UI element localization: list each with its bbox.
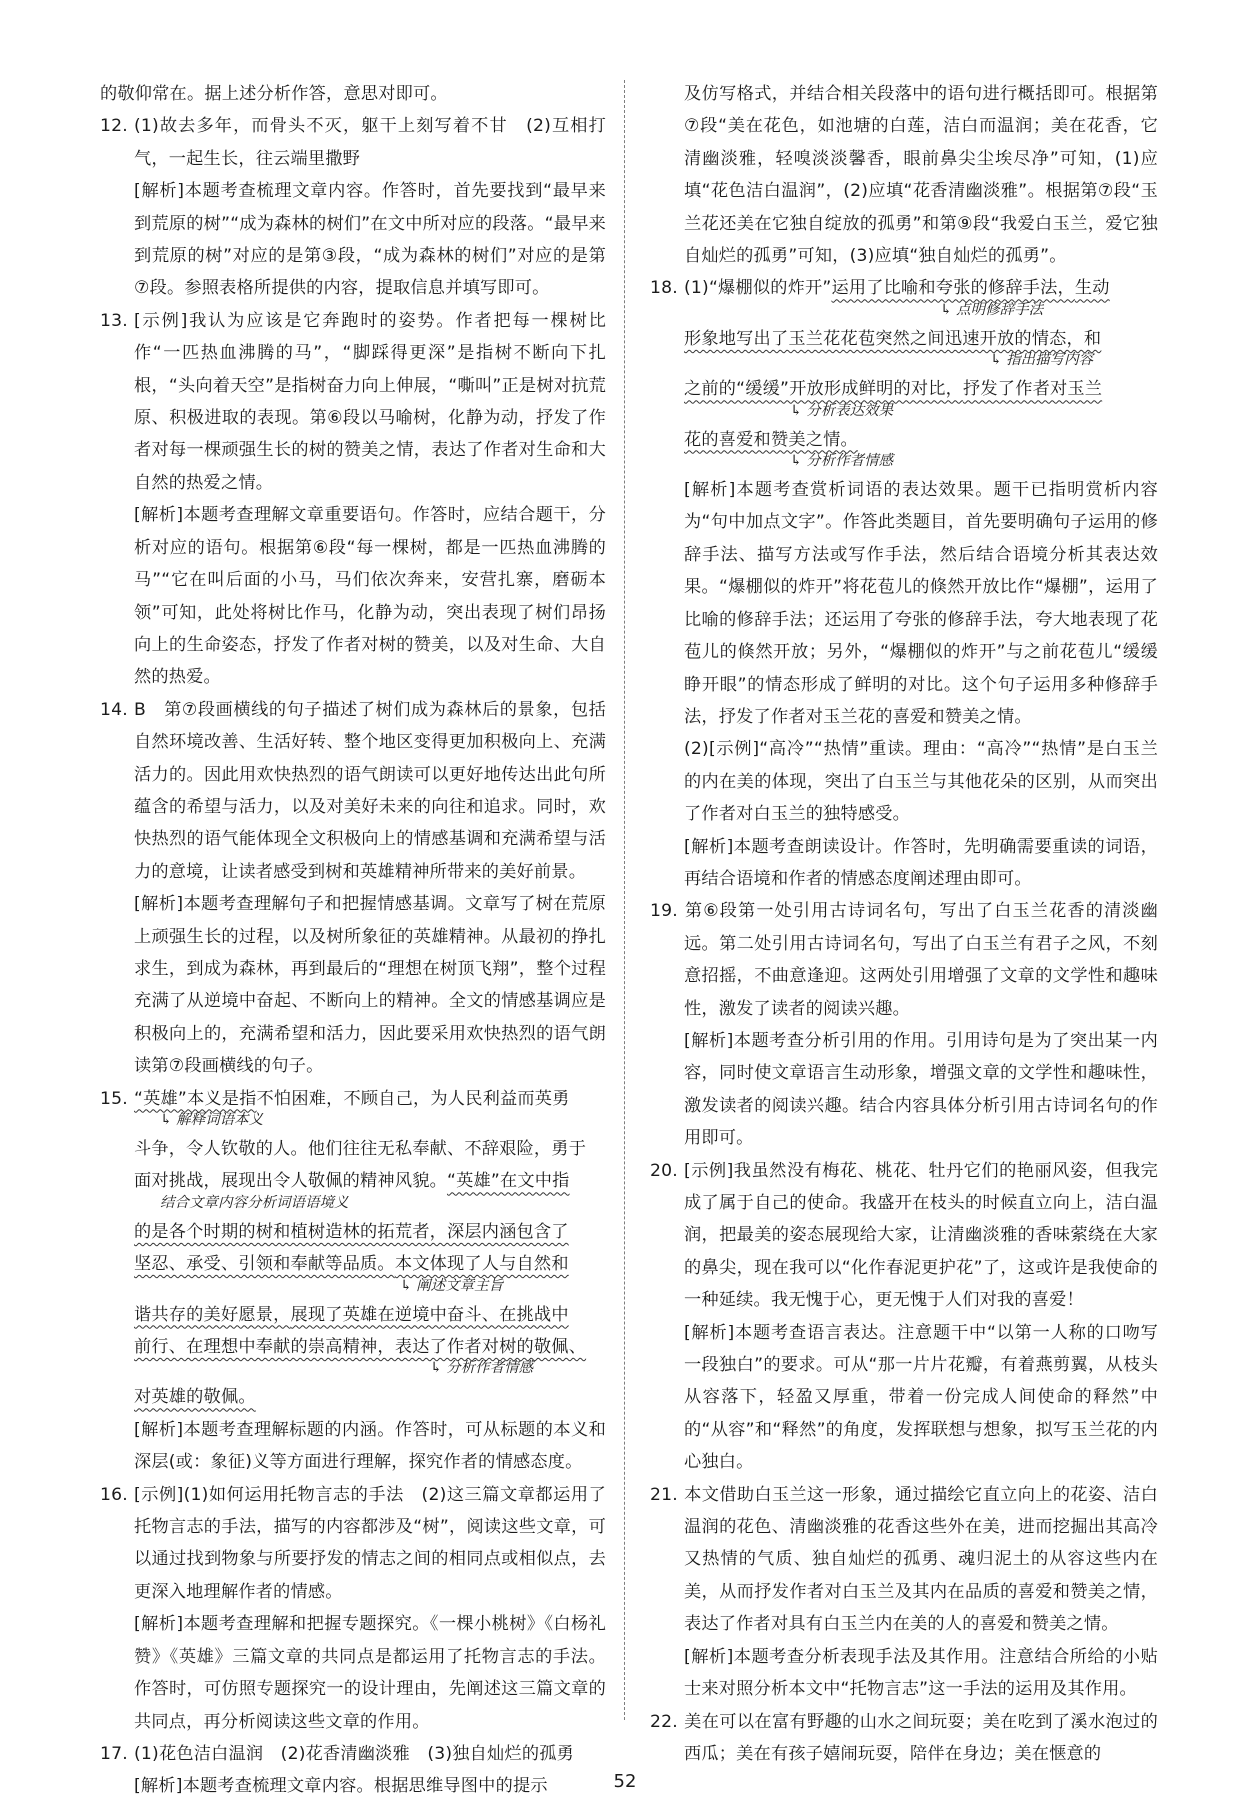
annotated-text: 运用了比喻和夸张的修辞手法， [831, 278, 1075, 299]
answer-19 [650, 895, 1158, 1025]
analysis-17: [解析]本题考查梳理文章内容。根据思维导图中的提示 [134, 1776, 548, 1797]
answer-text: (1)花色洁白温润 (2)花香清幽淡雅 (3)独自灿烂的孤勇 [134, 1743, 574, 1764]
analysis-text: 本题考查分析表现手法及其作用。注意结合所给的小贴士来对照分析本文中“托物言志”这一手法的运用及其作用。 [684, 1646, 1158, 1700]
handwritten-note: ↳ 指出描写内容 [990, 352, 1094, 369]
annotated-text: “英雄”本义是指 [134, 1088, 257, 1109]
answer-14 [100, 694, 606, 888]
analysis-14: [解析]本题考查理解句子和把握情感基调。文章写了树在荒原上顽强生长的过程，以及树所象征的英雄精神。从最初的挣扎求生，到成为森林，再到最后的“理想在树顶飞翔”，整个过程充满了从逆境中奋起、不断向上的精神。全文的情感基调应是积极向上的，充满希望和活力，因此要采用欢快热烈的语气朗读第⑦段画横线的句子。 [134, 894, 606, 1077]
analysis-13: [解析]本题考查理解文章重要语句。作答时，应结合题干，分析对应的语句。根据第⑥段“每一棵树，都是一匹热血沸腾的马”“它在叫后面的小马，马们依次奔来，安营扎寨，磨砺本领”可知，此处将树比作马，化静为动，突出表现了树们昂扬向上的生命姿态，抒发了作者对树的赞美，以及对生命、大自然的热爱。 [134, 505, 606, 688]
question-number: 15. [100, 1088, 128, 1109]
answer-15-line [100, 1133, 606, 1165]
answer-text: B 第⑦段画横线的句子描述了树们成为森林后的景象，包括自然环境改善、生活好转、整个地区变得更加积极向上、充满活力的。因此用欢快热烈的语气朗读可以更好地传达出此句所蕴含的希望与活力，以及对美好未来的向往和追求。同时，欢快热烈的语气能体现全文积极向上的情感基调和充满希望与活力的意境，让读者感受到树和英雄精神所带来的美好前景。 [134, 699, 606, 882]
left-column [100, 78, 606, 1803]
analysis-15: [解析]本题考查理解标题的内涵。作答时，可从标题的本义和深层(或：象征)义等方面进行理解，探究作者的情感态度。 [134, 1419, 606, 1473]
answer-text: 不怕困难，不顾自己，为人民利益而英勇 [256, 1088, 570, 1109]
answer-text: 斗争，令人钦敬的人。他们往往无私奉献、不辞艰险，勇于 [134, 1139, 587, 1159]
analysis-tag: 解析 [690, 836, 727, 857]
answer-text: [示例]我虽然没有梅花、桃花、牡丹它们的艳丽风姿，但我完成了属于自己的使命。我盛开在枝头的时候直立向上，洁白温润，把最美的姿态展现给大家，让清幽淡雅的香味萦绕在大家的鼻尖，现在我可以“化作春泥更护花”了，这或许是我使命的一种延续。我无愧于心，更无愧于人们对我的喜爱！ [684, 1160, 1158, 1311]
analysis-text: 本题考查梳理文章内容。根据思维导图中的提示 [182, 1776, 548, 1797]
annotated-text: 前行、在理想中奉献的崇高精神，表达了作者对树的敬佩、 [134, 1337, 587, 1358]
analysis-text: 本题考查语言表达。注意题干中“以第一人称的口吻写一段独白”的要求。可从“那一片片花瓣，有着燕剪翼，从枝头从容落下，轻盈又厚重，带着一份完成人间使命的释然”中的“从容”和“释然”的角度，发挥联想与想象，拟写玉兰花的内心独白。 [684, 1322, 1158, 1473]
annotated-text: 花的喜爱和赞美之情。 [684, 429, 858, 450]
answer-text: 第⑥段第一处引用古诗词名句，写出了白玉兰花香的清淡幽远。第二处引用古诗词名句，写出了白玉兰有君子之风，不刻意招摇，不曲意逢迎。这两处引用增强了文章的文学性和趣味性，激发了读者的阅读兴趣。 [684, 901, 1158, 1019]
analysis-tag: 解析 [140, 1776, 176, 1797]
column-divider [624, 80, 625, 1720]
annotated-text: 对英雄的敬佩。 [134, 1387, 256, 1408]
note-text: 解释词语本义 [176, 1112, 264, 1128]
question-number: 16. [100, 1484, 128, 1505]
paragraph: 及仿写格式，并结合相关段落中的语句进行概括即可。根据第⑦段“美在花色，如池塘的白莲，洁白而温润；美在花香，它清幽淡雅，轻嗅淡淡馨香，眼前鼻尖尘埃尽净”可知，(1)应填“花色洁白温润”，(2)应填“花香清幽淡雅”。根据第⑦段“玉兰花还美在它独自绽放的孤勇”和第⑨段“我爱白玉兰，爱它独自灿烂的孤勇”可知，(3)应填“独自灿烂的孤勇”。 [684, 84, 1158, 267]
handwritten-note: ↳ 分析表达效果 [790, 402, 894, 419]
question-number: 21. [650, 1484, 678, 1505]
analysis-text: 本题考查理解文章重要语句。作答时，应结合题干，分析对应的语句。根据第⑥段“每一棵树，都是一匹热血沸腾的马”“它在叫后面的小马，马们依次奔来，安营扎寨，磨砺本领”可知，此处将树比作马，化静为动，突出表现了树们昂扬向上的生命姿态，抒发了作者对树的赞美，以及对生命、大自然的热爱。 [134, 505, 606, 688]
answer-12 [100, 110, 606, 175]
answer-18-line [650, 373, 1158, 405]
question-number: 13. [100, 310, 128, 331]
analysis-19: [解析]本题考查分析引用的作用。引用诗句是为了突出某一内容，同时使文章语言生动形象，增强文章的文学性和趣味性，激发读者的阅读兴趣。结合内容具体分析引用古诗词名句的作用即可。 [684, 1030, 1158, 1149]
analysis-text: 本题考查朗读设计。作答时，先明确需要重读的词语，再结合语境和作者的情感态度阐述理由即可。 [684, 836, 1158, 889]
analysis-text: 本题考查理解标题的内涵。作答时，可从标题的本义和深层(或：象征)义等方面进行理解，探究作者的情感态度。 [134, 1419, 606, 1473]
question-number: 14. [100, 699, 128, 720]
right-column [650, 78, 1158, 1770]
answer-18-line [650, 272, 1158, 304]
answer-15-line [100, 1381, 606, 1413]
answer-text: 面对挑战，展现出令人敬佩的精神风貌。 [134, 1171, 447, 1192]
answer-21 [650, 1479, 1158, 1641]
answer-15-line [100, 1299, 606, 1331]
question-number: 18. [650, 278, 678, 299]
question-number: 22. [650, 1711, 678, 1732]
question-number: 12. [100, 116, 128, 137]
note-text: 分析作者情感 [446, 1360, 534, 1377]
annotated-text: 谐共存的美好愿景， [134, 1304, 291, 1325]
note-text: 分析作者情感 [806, 453, 894, 470]
analysis-text: 本题考查理解句子和把握情感基调。文章写了树在荒原上顽强生长的过程，以及树所象征的英雄精神。从最初的挣扎求生，到成为森林，再到最后的“理想在树顶飞翔”，整个过程充满了从逆境中奋起、不断向上的精神。全文的情感基调应是积极向上的，充满希望和活力，因此要采用欢快热烈的语气朗读第⑦段画横线的句子。 [134, 894, 606, 1077]
note-text: 结合文章内容分析词语语境义 [160, 1194, 349, 1211]
annotated-text: 生动 [1074, 278, 1110, 299]
handwritten-note: ↳ 阐述文章主旨 [400, 1277, 504, 1294]
answer-20 [650, 1155, 1158, 1317]
annotated-text: 的是各个时期的树和植树造林的拓荒者，深层内涵包含了 [134, 1221, 569, 1242]
analysis-tag: 解析 [140, 1419, 177, 1440]
analysis-text: 本题考查赏析词语的表达效果。题干已指明赏析内容为“句中加点文字”。作答此类题目，首先要明确句子运用的修辞手法、描写方法或写作手法，然后结合语境分析其表达效果。“爆棚似的炸开”将花苞儿的倏然开放比作“爆棚”，运用了比喻的修辞手法；还运用了夸张的修辞手法，夸大地表现了花苞儿的倏然开放；另外，“爆棚似的炸开”与之前花苞儿“缓缓睁开眼”的情态形成了鲜明的对比。这个句子运用多种修辞手法，抒发了作者对玉兰花的喜爱和赞美之情。 [684, 480, 1158, 727]
question-number: 17. [100, 1743, 128, 1764]
analysis-20: [解析]本题考查语言表达。注意题干中“以第一人称的口吻写一段独白”的要求。可从“那一片片花瓣，有着燕剪翼，从枝头从容落下，轻盈又厚重，带着一份完成人间使命的释然”中的“从容”和“释然”的角度，发挥联想与想象，拟写玉兰花的内心独白。 [684, 1322, 1158, 1473]
answer-text: [示例]我认为应该是它奔跑时的姿势。作者把每一棵树比作“一匹热血沸腾的马”，“脚踩得更深”是指树不断向下扎根，“头向着天空”是指树奋力向上伸展，“嘶叫”正是树对抗荒原、积极进取的表现。第⑥段以马喻树，化静为动，抒发了作者对每一棵顽强生长的树的赞美之情，表达了作者对生命和大自然的热爱之情。 [134, 310, 606, 493]
analysis-tag: 解析 [690, 1030, 727, 1051]
handwritten-note: ↳ 点明修辞手法 [940, 301, 1044, 318]
annotated-text: “英雄”在文中指 [446, 1171, 570, 1192]
analysis-18: [解析]本题考查赏析词语的表达效果。题干已指明赏析内容为“句中加点文字”。作答此类题目，首先要明确句子运用的修辞手法、描写方法或写作手法，然后结合语境分析其表达效果。“爆棚似的炸开”将花苞儿的倏然开放比作“爆棚”，运用了比喻的修辞手法；还运用了夸张的修辞手法，夸大地表现了花苞儿的倏然开放；另外，“爆棚似的炸开”与之前花苞儿“缓缓睁开眼”的情态形成了鲜明的对比。这个句子运用多种修辞手法，抒发了作者对玉兰花的喜爱和赞美之情。 [684, 480, 1158, 727]
analysis-21: [解析]本题考查分析表现手法及其作用。注意结合所给的小贴士来对照分析本文中“托物言志”这一手法的运用及其作用。 [684, 1646, 1158, 1700]
analysis-tag: 解析 [690, 1322, 728, 1343]
handwritten-note: ↳ 分析作者情感 [430, 1360, 534, 1377]
annotated-text: 坚忍、承受、引领和奉献等品质。 [134, 1254, 395, 1275]
answer-18-2 [650, 733, 1158, 830]
answer-15-line [100, 1248, 606, 1280]
annotated-text: 展现了英雄在逆境中奋斗、在挑战中 [290, 1304, 569, 1325]
answer-16 [100, 1479, 606, 1609]
analysis-tag: 解析 [140, 1614, 177, 1635]
answer-text: (1)故去多年，而骨头不灭，躯干上刻写着不甘 (2)互相打气，一起生长，往云端里撒野 [134, 116, 606, 169]
answer-text: (1)“爆棚似的炸开” [684, 278, 832, 299]
analysis-18-2: [解析]本题考查朗读设计。作答时，先明确需要重读的词语，再结合语境和作者的情感态度阐述理由即可。 [684, 836, 1158, 889]
answer-17 [100, 1738, 606, 1770]
answer-text: (2)[示例]“高冷”“热情”重读。理由：“高冷”“热情”是白玉兰的内在美的体现，突出了白玉兰与其他花朵的区别，从而突出了作者对白玉兰的独特感受。 [684, 739, 1158, 825]
analysis-tag: 解析 [690, 480, 729, 501]
note-text: 点明修辞手法 [956, 301, 1044, 318]
analysis-tag: 解析 [140, 181, 178, 202]
annotated-text: 之前的“缓缓”开放形成鲜明的对比， [684, 379, 964, 400]
question-number: 19. [650, 901, 678, 922]
analysis-text: 本题考查分析引用的作用。引用诗句是为了突出某一内容，同时使文章语言生动形象，增强文章的文学性和趣味性，激发读者的阅读兴趣。结合内容具体分析引用古诗词名句的作用即可。 [684, 1030, 1158, 1149]
annotated-text: 抒发了作者对玉兰 [963, 379, 1103, 400]
note-text: 分析表达效果 [806, 402, 894, 419]
answer-13 [100, 305, 606, 499]
answer-text: [示例](1)如何运用托物言志的手法 (2)这三篇文章都运用了托物言志的手法，描写的内容都涉及“树”，阅读这些文章，可以通过找到物象与所要抒发的情志之间的相同点或相似点，去更深入地理解作者的情感。 [134, 1484, 606, 1602]
paragraph: 的敬仰常在。据上述分析作答，意思对即可。 [100, 84, 448, 104]
annotated-text: 形象地写出了玉兰花花苞突然之间迅速开放的情态，和 [684, 328, 1102, 349]
answer-15-line [100, 1216, 606, 1248]
analysis-tag: 解析 [140, 894, 177, 915]
analysis-tag: 解析 [140, 505, 177, 526]
answer-text: 本文借助白玉兰这一形象，通过描绘它直立向上的花姿、洁白温润的花色、清幽淡雅的花香这些外在美，进而挖掘出其高冷又热情的气质、独自灿烂的孤勇、魂归泥土的从容这些内在美，从而抒发作者对白玉兰及其内在品质的喜爱和赞美之情，表达了作者对具有白玉兰内在美的人的喜爱和赞美之情。 [684, 1484, 1158, 1635]
question-number: 20. [650, 1160, 678, 1181]
note-text: 阐述文章主旨 [416, 1277, 504, 1294]
handwritten-note: ↳ 分析作者情感 [790, 453, 894, 470]
analysis-text: 本题考查梳理文章内容。作答时，首先要找到“最早来到荒原的树”“成为森林的树们”在文中所对应的段落。“最早来到荒原的树”对应的是第③段，“成为森林的树们”对应的是第⑦段。参照表格所提供的内容，提取信息并填写即可。 [134, 181, 606, 299]
analysis-12: [解析]本题考查梳理文章内容。作答时，首先要找到“最早来到荒原的树”“成为森林的树们”在文中所对应的段落。“最早来到荒原的树”对应的是第③段，“成为森林的树们”对应的是第⑦段。参照表格所提供的内容，提取信息并填写即可。 [134, 181, 606, 299]
analysis-text: 本题考查理解和把握专题探究。《一棵小桃树》《白杨礼赞》《英雄》三篇文章的共同点是都运用了托物言志的手法。作答时，可仿照专题探究一的设计理由，先阐述这三篇文章的共同点，再分析阅读这些文章的作用。 [134, 1614, 606, 1732]
handwritten-note: ↳ 解释词语本义 [160, 1112, 264, 1128]
analysis-tag: 解析 [690, 1646, 727, 1667]
analysis-16: [解析]本题考查理解和把握专题探究。《一棵小桃树》《白杨礼赞》《英雄》三篇文章的共同点是都运用了托物言志的手法。作答时，可仿照专题探究一的设计理由，先阐述这三篇文章的共同点，再分析阅读这些文章的作用。 [134, 1614, 606, 1732]
annotated-text: 本文体现了人与自然和 [394, 1254, 569, 1275]
note-text: 指出描写内容 [1006, 352, 1094, 369]
answer-22 [650, 1706, 1158, 1771]
page-number: 52 [613, 1771, 637, 1792]
answer-text: 美在可以在富有野趣的山水之间玩耍；美在吃到了溪水泡过的西瓜；美在有孩子嬉闹玩耍，陪伴在身边；美在惬意的 [684, 1711, 1158, 1764]
